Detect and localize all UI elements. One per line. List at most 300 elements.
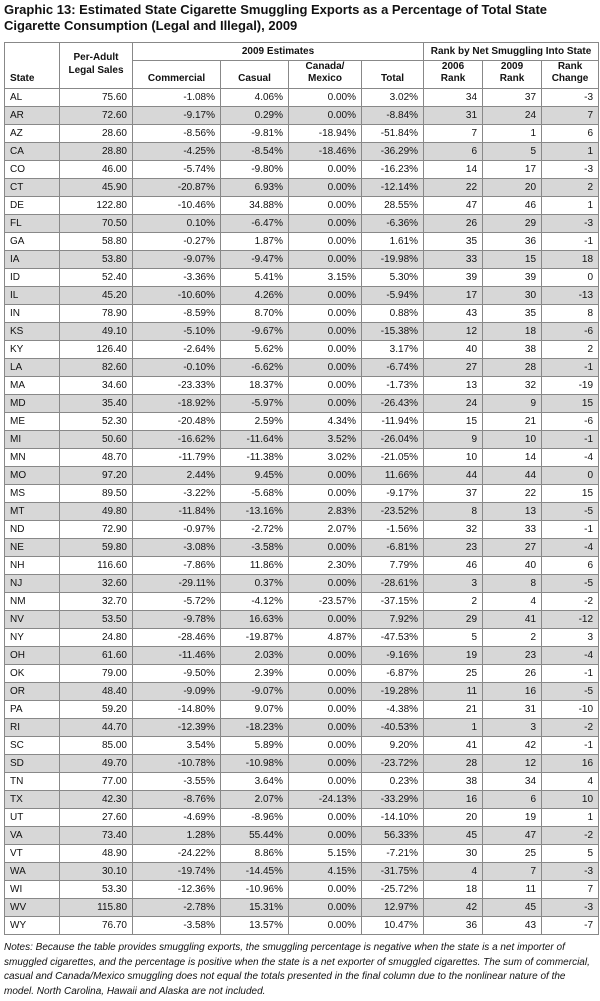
- cell-rank-change: 2: [542, 179, 599, 197]
- cell-state: VT: [5, 845, 60, 863]
- table-row: [5, 719, 599, 737]
- table-row: [5, 683, 599, 701]
- cell-canada-mexico: 0.00%: [289, 773, 362, 791]
- cell-total: -23.52%: [362, 503, 424, 521]
- header-2006-rank: 2006 Rank: [424, 61, 483, 89]
- cell-casual: -4.12%: [221, 593, 289, 611]
- cell-per-adult-sales: 78.90: [60, 305, 133, 323]
- cell-commercial: 3.54%: [133, 737, 221, 755]
- cell-casual: 8.86%: [221, 845, 289, 863]
- cell-canada-mexico: 0.00%: [289, 719, 362, 737]
- cell-rank-change: 7: [542, 881, 599, 899]
- cell-per-adult-sales: 28.60: [60, 125, 133, 143]
- table-row: [5, 197, 599, 215]
- cell-casual: -9.67%: [221, 323, 289, 341]
- cell-2006-rank: 44: [424, 467, 483, 485]
- cell-per-adult-sales: 59.80: [60, 539, 133, 557]
- cell-2006-rank: 43: [424, 305, 483, 323]
- cell-2006-rank: 20: [424, 809, 483, 827]
- cell-casual: -13.16%: [221, 503, 289, 521]
- cell-per-adult-sales: 72.90: [60, 521, 133, 539]
- cell-2009-rank: 13: [483, 503, 542, 521]
- cell-casual: -3.58%: [221, 539, 289, 557]
- cell-per-adult-sales: 59.20: [60, 701, 133, 719]
- cell-canada-mexico: 3.15%: [289, 269, 362, 287]
- cell-commercial: -11.46%: [133, 647, 221, 665]
- cell-2006-rank: 42: [424, 899, 483, 917]
- cell-2009-rank: 37: [483, 89, 542, 107]
- cell-per-adult-sales: 53.80: [60, 251, 133, 269]
- cell-total: -19.28%: [362, 683, 424, 701]
- table-body: [5, 89, 599, 935]
- table-row: [5, 521, 599, 539]
- cell-2009-rank: 18: [483, 323, 542, 341]
- cell-per-adult-sales: 50.60: [60, 431, 133, 449]
- cell-per-adult-sales: 52.40: [60, 269, 133, 287]
- cell-total: 1.61%: [362, 233, 424, 251]
- cell-rank-change: -2: [542, 719, 599, 737]
- cell-commercial: -24.22%: [133, 845, 221, 863]
- cell-total: -33.29%: [362, 791, 424, 809]
- cell-casual: 6.93%: [221, 179, 289, 197]
- cell-2009-rank: 44: [483, 467, 542, 485]
- cell-casual: -19.87%: [221, 629, 289, 647]
- table-row: [5, 467, 599, 485]
- cell-canada-mexico: -18.94%: [289, 125, 362, 143]
- cell-per-adult-sales: 45.20: [60, 287, 133, 305]
- cell-2006-rank: 36: [424, 917, 483, 935]
- cell-per-adult-sales: 122.80: [60, 197, 133, 215]
- table-row: [5, 557, 599, 575]
- header-total: Total: [362, 61, 424, 89]
- cell-canada-mexico: 0.00%: [289, 701, 362, 719]
- table-notes: Notes: Because the table provides smuggling exports, the smuggling percentage is negative when the state is a net importer of smuggled cigarettes, and the percentage is positive when the state is a net exporter of smuggled cigarettes. The sum of commercial, casual and Canada/Mexico smuggling does not equal the totals presented in the final column due to the nonlinear nature of the model. North Carolina, Hawaii and Alaska are not included.: [4, 942, 590, 997]
- cell-per-adult-sales: 49.70: [60, 755, 133, 773]
- cell-state: TX: [5, 791, 60, 809]
- cell-canada-mexico: 0.00%: [289, 305, 362, 323]
- cell-rank-change: 6: [542, 125, 599, 143]
- cell-state: UT: [5, 809, 60, 827]
- cell-rank-change: 0: [542, 269, 599, 287]
- cell-per-adult-sales: 52.30: [60, 413, 133, 431]
- cell-rank-change: 6: [542, 557, 599, 575]
- table-row: [5, 503, 599, 521]
- cell-2009-rank: 10: [483, 431, 542, 449]
- cell-commercial: -28.46%: [133, 629, 221, 647]
- cell-state: CT: [5, 179, 60, 197]
- cell-commercial: -29.11%: [133, 575, 221, 593]
- header-rank-change: Rank Change: [542, 61, 599, 89]
- cell-2006-rank: 38: [424, 773, 483, 791]
- cell-canada-mexico: 3.02%: [289, 449, 362, 467]
- cell-total: -23.72%: [362, 755, 424, 773]
- table-row: [5, 845, 599, 863]
- cell-canada-mexico: 0.00%: [289, 917, 362, 935]
- cell-total: -6.74%: [362, 359, 424, 377]
- cell-2006-rank: 7: [424, 125, 483, 143]
- cell-rank-change: -12: [542, 611, 599, 629]
- cell-commercial: -20.48%: [133, 413, 221, 431]
- cell-2006-rank: 2: [424, 593, 483, 611]
- cell-2006-rank: 30: [424, 845, 483, 863]
- table-row: [5, 161, 599, 179]
- cell-total: -9.16%: [362, 647, 424, 665]
- cell-rank-change: -1: [542, 431, 599, 449]
- cell-rank-change: -1: [542, 665, 599, 683]
- cell-casual: -11.64%: [221, 431, 289, 449]
- cell-commercial: -7.86%: [133, 557, 221, 575]
- cell-total: -9.17%: [362, 485, 424, 503]
- cell-2009-rank: 40: [483, 557, 542, 575]
- cell-casual: -9.47%: [221, 251, 289, 269]
- cell-total: -14.10%: [362, 809, 424, 827]
- cell-canada-mexico: 0.00%: [289, 287, 362, 305]
- cell-per-adult-sales: 49.10: [60, 323, 133, 341]
- cell-2009-rank: 29: [483, 215, 542, 233]
- cell-rank-change: -2: [542, 593, 599, 611]
- cell-state: OR: [5, 683, 60, 701]
- cell-casual: -8.96%: [221, 809, 289, 827]
- cell-canada-mexico: 0.00%: [289, 755, 362, 773]
- cell-2009-rank: 38: [483, 341, 542, 359]
- cell-canada-mexico: 0.00%: [289, 197, 362, 215]
- cell-casual: 2.03%: [221, 647, 289, 665]
- table-row: [5, 629, 599, 647]
- cell-casual: 2.39%: [221, 665, 289, 683]
- cell-canada-mexico: 0.00%: [289, 233, 362, 251]
- table-row: [5, 233, 599, 251]
- cell-commercial: -2.78%: [133, 899, 221, 917]
- cell-rank-change: -3: [542, 215, 599, 233]
- cell-rank-change: -6: [542, 413, 599, 431]
- cell-casual: 16.63%: [221, 611, 289, 629]
- cell-total: 7.79%: [362, 557, 424, 575]
- cell-state: ME: [5, 413, 60, 431]
- cell-commercial: -16.62%: [133, 431, 221, 449]
- cell-2009-rank: 41: [483, 611, 542, 629]
- cell-total: 28.55%: [362, 197, 424, 215]
- cell-2009-rank: 15: [483, 251, 542, 269]
- cell-state: FL: [5, 215, 60, 233]
- cell-2006-rank: 41: [424, 737, 483, 755]
- table-row: [5, 701, 599, 719]
- cell-casual: -6.62%: [221, 359, 289, 377]
- cell-total: -26.04%: [362, 431, 424, 449]
- cell-total: -4.38%: [362, 701, 424, 719]
- cell-canada-mexico: 0.00%: [289, 251, 362, 269]
- cell-total: -12.14%: [362, 179, 424, 197]
- cell-2006-rank: 8: [424, 503, 483, 521]
- table-row: [5, 431, 599, 449]
- cell-2006-rank: 18: [424, 881, 483, 899]
- cell-casual: 9.07%: [221, 701, 289, 719]
- cell-total: -1.56%: [362, 521, 424, 539]
- cell-per-adult-sales: 28.80: [60, 143, 133, 161]
- cell-2009-rank: 14: [483, 449, 542, 467]
- cell-2009-rank: 6: [483, 791, 542, 809]
- cell-total: -16.23%: [362, 161, 424, 179]
- cell-total: -40.53%: [362, 719, 424, 737]
- cell-2009-rank: 22: [483, 485, 542, 503]
- cell-2006-rank: 28: [424, 755, 483, 773]
- cell-rank-change: 10: [542, 791, 599, 809]
- cell-2006-rank: 27: [424, 359, 483, 377]
- cell-state: MT: [5, 503, 60, 521]
- cell-state: SC: [5, 737, 60, 755]
- cell-2006-rank: 34: [424, 89, 483, 107]
- cell-rank-change: 16: [542, 755, 599, 773]
- cell-2006-rank: 25: [424, 665, 483, 683]
- cell-rank-change: -5: [542, 503, 599, 521]
- cell-2006-rank: 13: [424, 377, 483, 395]
- cell-2006-rank: 19: [424, 647, 483, 665]
- table-row: [5, 611, 599, 629]
- header-casual: Casual: [221, 61, 289, 89]
- cell-per-adult-sales: 53.30: [60, 881, 133, 899]
- cell-total: 9.20%: [362, 737, 424, 755]
- cell-commercial: -0.10%: [133, 359, 221, 377]
- cell-casual: 11.86%: [221, 557, 289, 575]
- cell-2006-rank: 47: [424, 197, 483, 215]
- cell-per-adult-sales: 58.80: [60, 233, 133, 251]
- cell-casual: -9.80%: [221, 161, 289, 179]
- cell-per-adult-sales: 116.60: [60, 557, 133, 575]
- table-row: [5, 341, 599, 359]
- cell-2009-rank: 36: [483, 233, 542, 251]
- cell-per-adult-sales: 48.90: [60, 845, 133, 863]
- cell-rank-change: -4: [542, 539, 599, 557]
- cell-per-adult-sales: 126.40: [60, 341, 133, 359]
- cell-canada-mexico: 0.00%: [289, 809, 362, 827]
- cell-commercial: -1.08%: [133, 89, 221, 107]
- cell-2009-rank: 31: [483, 701, 542, 719]
- cell-rank-change: -4: [542, 449, 599, 467]
- cell-state: MA: [5, 377, 60, 395]
- cell-2009-rank: 4: [483, 593, 542, 611]
- cell-per-adult-sales: 77.00: [60, 773, 133, 791]
- cell-state: WI: [5, 881, 60, 899]
- cell-rank-change: -3: [542, 89, 599, 107]
- cell-casual: -14.45%: [221, 863, 289, 881]
- cell-total: -21.05%: [362, 449, 424, 467]
- cell-2006-rank: 26: [424, 215, 483, 233]
- cell-commercial: -5.72%: [133, 593, 221, 611]
- cell-casual: 15.31%: [221, 899, 289, 917]
- cell-per-adult-sales: 70.50: [60, 215, 133, 233]
- cell-state: AZ: [5, 125, 60, 143]
- cell-canada-mexico: 0.00%: [289, 737, 362, 755]
- cell-2006-rank: 11: [424, 683, 483, 701]
- cell-casual: 5.89%: [221, 737, 289, 755]
- cell-per-adult-sales: 53.50: [60, 611, 133, 629]
- cell-commercial: -19.74%: [133, 863, 221, 881]
- cell-commercial: -9.07%: [133, 251, 221, 269]
- cell-commercial: -9.17%: [133, 107, 221, 125]
- table-row: [5, 215, 599, 233]
- cell-2009-rank: 32: [483, 377, 542, 395]
- cell-state: MN: [5, 449, 60, 467]
- table-row: [5, 269, 599, 287]
- cell-2009-rank: 28: [483, 359, 542, 377]
- cell-2009-rank: 46: [483, 197, 542, 215]
- cell-state: PA: [5, 701, 60, 719]
- cell-2006-rank: 37: [424, 485, 483, 503]
- cell-canada-mexico: 4.15%: [289, 863, 362, 881]
- cell-rank-change: -2: [542, 827, 599, 845]
- cell-total: -26.43%: [362, 395, 424, 413]
- header-per-adult-sales: [60, 43, 133, 89]
- cell-commercial: -8.76%: [133, 791, 221, 809]
- cell-rank-change: -10: [542, 701, 599, 719]
- cell-commercial: -12.39%: [133, 719, 221, 737]
- cell-2006-rank: 23: [424, 539, 483, 557]
- cell-casual: 0.29%: [221, 107, 289, 125]
- cell-total: 0.88%: [362, 305, 424, 323]
- cell-per-adult-sales: 48.70: [60, 449, 133, 467]
- cell-commercial: 1.28%: [133, 827, 221, 845]
- cell-per-adult-sales: 82.60: [60, 359, 133, 377]
- cell-canada-mexico: -24.13%: [289, 791, 362, 809]
- table-row: [5, 323, 599, 341]
- cell-rank-change: 1: [542, 197, 599, 215]
- cell-state: CA: [5, 143, 60, 161]
- cell-2006-rank: 39: [424, 269, 483, 287]
- cell-commercial: -9.50%: [133, 665, 221, 683]
- table-row: [5, 125, 599, 143]
- cell-commercial: 0.10%: [133, 215, 221, 233]
- cell-commercial: -9.78%: [133, 611, 221, 629]
- cell-rank-change: 2: [542, 341, 599, 359]
- cell-2006-rank: 17: [424, 287, 483, 305]
- cell-per-adult-sales: 32.60: [60, 575, 133, 593]
- cell-state: NY: [5, 629, 60, 647]
- cell-canada-mexico: 2.30%: [289, 557, 362, 575]
- cell-rank-change: 15: [542, 485, 599, 503]
- cell-2009-rank: 20: [483, 179, 542, 197]
- cell-rank-change: -5: [542, 683, 599, 701]
- cell-commercial: -3.22%: [133, 485, 221, 503]
- cell-2009-rank: 39: [483, 269, 542, 287]
- cell-canada-mexico: -23.57%: [289, 593, 362, 611]
- cell-canada-mexico: 4.34%: [289, 413, 362, 431]
- cell-canada-mexico: 0.00%: [289, 575, 362, 593]
- cell-canada-mexico: 0.00%: [289, 161, 362, 179]
- table-row: [5, 107, 599, 125]
- cell-2009-rank: 7: [483, 863, 542, 881]
- cell-per-adult-sales: 24.80: [60, 629, 133, 647]
- header-per-adult-sales-label: Per-Adult Legal Sales: [68, 52, 124, 76]
- cell-casual: -5.97%: [221, 395, 289, 413]
- cell-state: CO: [5, 161, 60, 179]
- cell-casual: 4.26%: [221, 287, 289, 305]
- cell-canada-mexico: 0.00%: [289, 485, 362, 503]
- cell-rank-change: -1: [542, 233, 599, 251]
- cell-per-adult-sales: 49.80: [60, 503, 133, 521]
- table-row: [5, 377, 599, 395]
- cell-commercial: -23.33%: [133, 377, 221, 395]
- cell-state: SD: [5, 755, 60, 773]
- table-row: [5, 413, 599, 431]
- cell-per-adult-sales: 89.50: [60, 485, 133, 503]
- cell-2006-rank: 21: [424, 701, 483, 719]
- cell-commercial: -5.74%: [133, 161, 221, 179]
- header-group-estimates: 2009 Estimates: [133, 43, 424, 61]
- cell-2006-rank: 29: [424, 611, 483, 629]
- cell-state: KY: [5, 341, 60, 359]
- cell-total: 12.97%: [362, 899, 424, 917]
- cell-casual: 3.64%: [221, 773, 289, 791]
- cell-canada-mexico: 0.00%: [289, 539, 362, 557]
- cell-canada-mexico: 0.00%: [289, 899, 362, 917]
- cell-2009-rank: 24: [483, 107, 542, 125]
- cell-commercial: -8.59%: [133, 305, 221, 323]
- cell-commercial: -0.97%: [133, 521, 221, 539]
- cell-per-adult-sales: 44.70: [60, 719, 133, 737]
- cell-per-adult-sales: 48.40: [60, 683, 133, 701]
- cell-casual: -10.96%: [221, 881, 289, 899]
- cell-commercial: -2.64%: [133, 341, 221, 359]
- cell-canada-mexico: 2.83%: [289, 503, 362, 521]
- graphic-title: Graphic 13: Estimated State Cigarette Smuggling Exports as a Percentage of Total State Cigarette Consumption (Legal and Illegal), 2009: [4, 2, 548, 33]
- cell-2006-rank: 5: [424, 629, 483, 647]
- cell-casual: 18.37%: [221, 377, 289, 395]
- table-row: [5, 827, 599, 845]
- header-commercial: Commercial: [133, 61, 221, 89]
- cell-commercial: -10.78%: [133, 755, 221, 773]
- cell-per-adult-sales: 46.00: [60, 161, 133, 179]
- cell-casual: -11.38%: [221, 449, 289, 467]
- cell-total: 10.47%: [362, 917, 424, 935]
- cell-canada-mexico: 0.00%: [289, 665, 362, 683]
- cell-2009-rank: 12: [483, 755, 542, 773]
- table-row: [5, 539, 599, 557]
- cell-casual: 13.57%: [221, 917, 289, 935]
- cell-2009-rank: 17: [483, 161, 542, 179]
- cell-2009-rank: 8: [483, 575, 542, 593]
- cell-total: 7.92%: [362, 611, 424, 629]
- cell-2006-rank: 9: [424, 431, 483, 449]
- smuggling-table: [4, 42, 599, 935]
- cell-total: -15.38%: [362, 323, 424, 341]
- cell-per-adult-sales: 75.60: [60, 89, 133, 107]
- table-row: [5, 899, 599, 917]
- cell-canada-mexico: 0.00%: [289, 683, 362, 701]
- cell-per-adult-sales: 85.00: [60, 737, 133, 755]
- cell-2006-rank: 45: [424, 827, 483, 845]
- cell-state: MI: [5, 431, 60, 449]
- cell-commercial: -11.79%: [133, 449, 221, 467]
- table-row: [5, 755, 599, 773]
- cell-canada-mexico: 0.00%: [289, 647, 362, 665]
- table-row: [5, 179, 599, 197]
- header-group-rank: Rank by Net Smuggling Into State: [424, 43, 599, 61]
- cell-canada-mexico: 0.00%: [289, 827, 362, 845]
- table-row: [5, 863, 599, 881]
- cell-casual: 4.06%: [221, 89, 289, 107]
- cell-canada-mexico: 4.87%: [289, 629, 362, 647]
- cell-2006-rank: 24: [424, 395, 483, 413]
- cell-total: -37.15%: [362, 593, 424, 611]
- cell-state: WV: [5, 899, 60, 917]
- cell-2009-rank: 1: [483, 125, 542, 143]
- cell-2006-rank: 1: [424, 719, 483, 737]
- cell-canada-mexico: 5.15%: [289, 845, 362, 863]
- cell-rank-change: 18: [542, 251, 599, 269]
- cell-per-adult-sales: 97.20: [60, 467, 133, 485]
- cell-rank-change: -3: [542, 161, 599, 179]
- cell-canada-mexico: 0.00%: [289, 215, 362, 233]
- cell-casual: -10.98%: [221, 755, 289, 773]
